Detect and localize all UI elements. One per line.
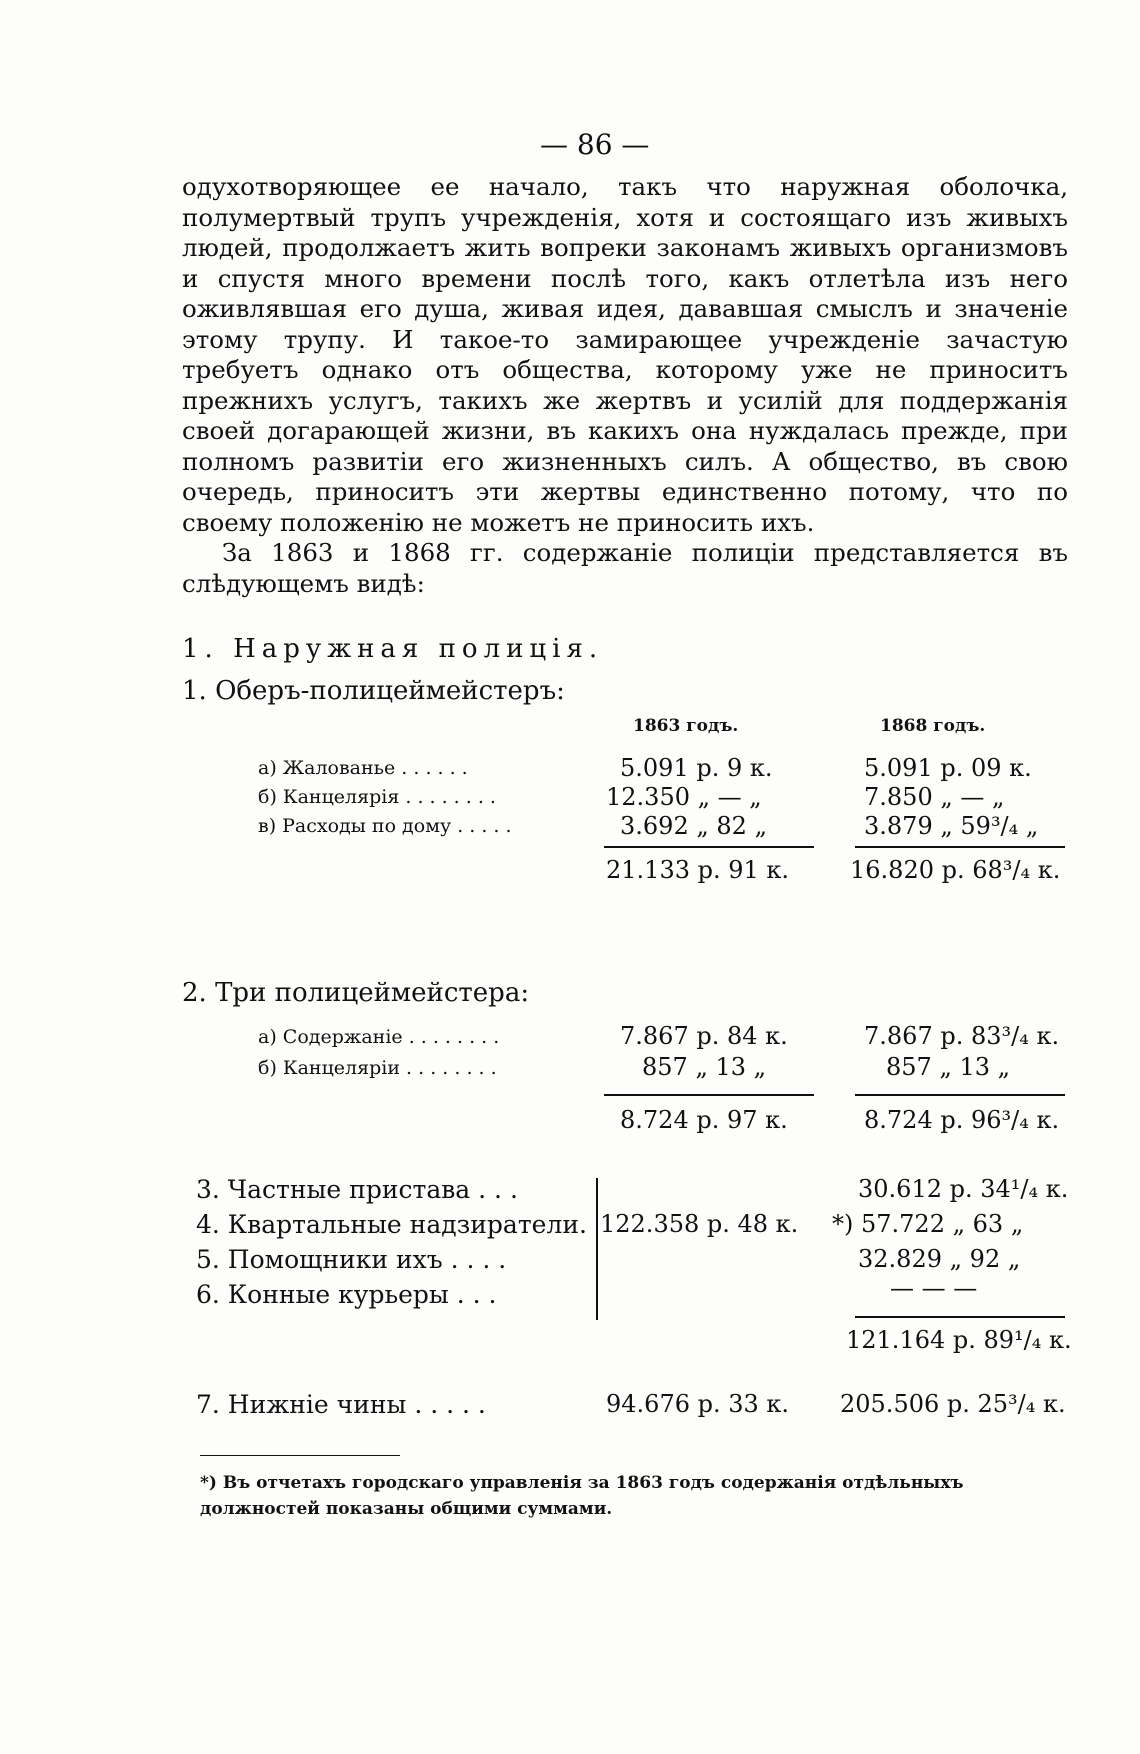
value-1868: 32.829 „ 92 „ [858,1245,1021,1273]
total-1863: 21.133 р. 91 к. [606,856,790,884]
grouping-brace [586,1178,598,1320]
sum-line [604,846,814,848]
row-label: а) Жалованье . . . . . . [258,757,468,779]
value-1863: 7.867 р. 84 к. [620,1022,788,1050]
row-label: 6. Конные курьеры . . . [196,1280,497,1309]
value-1868: 7.867 р. 83³/₄ к. [864,1022,1060,1050]
paragraph-body: одухотворяющее ее начало, такъ что наружная оболочка, полумертвый трупъ учрежденія, хотя и состоящаго изъ живыхъ людей, продолжаетъ жить вопреки законамъ живыхъ организмовъ и спустя много времени послѣ того, какъ отлетѣла изъ него оживлявшая его душа, живая идея, дававшая смыслъ и значеніе этому трупу. И такое-то замирающее учрежденіе зачастую требуетъ однако отъ общества, которому уже не приноситъ прежнихъ услугъ, такихъ же жертвъ и усилій для поддержанія своей догарающей жизни, въ какихъ она нуждалась прежде, при полномъ развитіи его жизненныхъ силъ. А общество, въ свою очередь, приноситъ эти жертвы единственно потому, что по своему положенію не можетъ не приносить ихъ. [182,172,1068,537]
total-1863: 8.724 р. 97 к. [620,1106,788,1134]
sum-line [855,1316,1065,1318]
row-label: 3. Частные пристава . . . [196,1175,518,1204]
sum-line [604,1094,814,1096]
total-1868: 16.820 р. 68³/₄ к. [850,856,1061,884]
row-label: а) Содержаніе . . . . . . . . [258,1026,500,1048]
column-header-1863: 1863 годъ. [633,716,739,736]
value-1868: 857 „ 13 „ [886,1053,1011,1081]
row-label: б) Канцелярія . . . . . . . . [258,786,496,808]
value-1868: 3.879 „ 59³/₄ „ [864,812,1039,840]
sum-line [855,1094,1065,1096]
value-1863: 12.350 „ — „ [606,783,762,811]
value-1868: 30.612 р. 34¹/₄ к. [858,1175,1069,1203]
value-1863: 94.676 р. 33 к. [606,1390,790,1418]
group2-title: 2. Три полицеймейстера: [182,978,530,1008]
footnote: *) Въ отчетахъ городскаго управленія за 1863 годъ содержанія отдѣльныхъ должностей показаны общими суммами. [200,1473,964,1519]
combined-value-1863: 122.358 р. 48 к. [600,1210,799,1238]
row-label: 5. Помощники ихъ . . . . [196,1245,507,1274]
footnote-rule [200,1455,400,1456]
total-1868: 121.164 р. 89¹/₄ к. [846,1326,1072,1354]
value-1863: 5.091 р. 9 к. [620,754,773,782]
value-1868: *) 57.722 „ 63 „ [832,1210,1024,1238]
value-1868: 5.091 р. 09 к. [864,754,1032,782]
group1-title: 1. Оберъ-полицеймейстеръ: [182,676,565,706]
row-label: б) Канцеляріи . . . . . . . . [258,1057,497,1079]
row-label: 4. Квартальные надзиратели. [196,1210,587,1239]
page-number: — 86 — [540,128,650,161]
column-header-1868: 1868 годъ. [880,716,986,736]
sum-line [855,846,1065,848]
value-1863: 857 „ 13 „ [642,1053,767,1081]
paragraph-intro-table: За 1863 и 1868 гг. содержаніе полиціи представляется въ слѣдующемъ видѣ: [182,538,1068,598]
row-label: 7. Нижніе чины . . . . . [196,1390,486,1419]
value-1868: 7.850 „ — „ [864,783,1005,811]
total-1868: 8.724 р. 96³/₄ к. [864,1106,1060,1134]
value-1863: 3.692 „ 82 „ [620,812,767,840]
value-1868: — — — [890,1274,978,1302]
value-1868: 205.506 р. 25³/₄ к. [840,1390,1066,1418]
row-label: в) Расходы по дому . . . . . [258,815,512,837]
section-title: 1. Наружная полиція. [182,634,604,664]
